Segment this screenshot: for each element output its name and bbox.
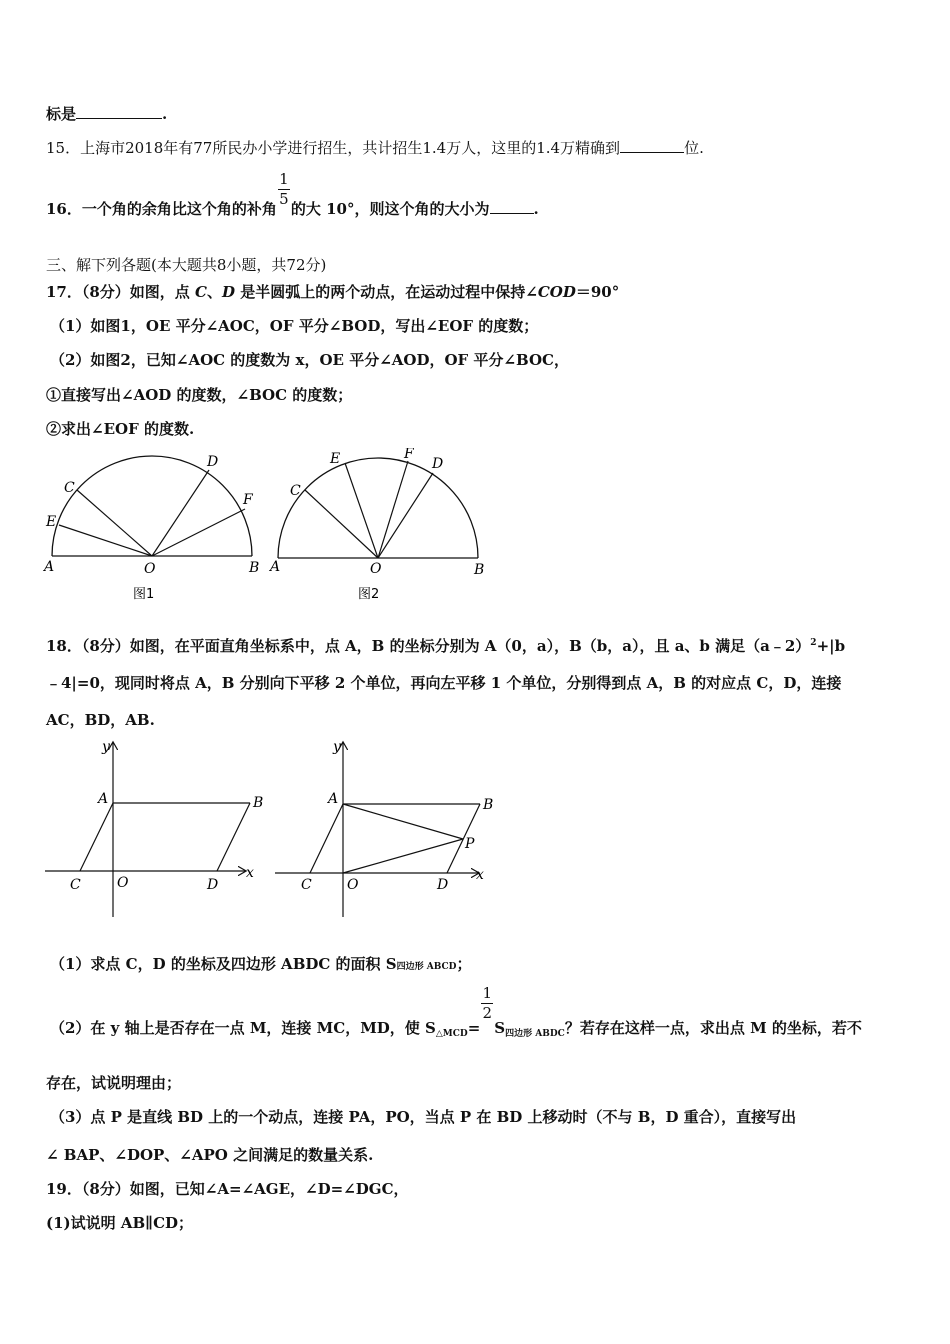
label-d: D — [432, 456, 444, 472]
q17-figures — [40, 448, 500, 608]
question-18-part-3-cont: ∠ BAP、∠DOP、∠APO 之间满足的数量关系. — [46, 1146, 374, 1164]
label-b: B — [253, 795, 264, 811]
label-d: D — [207, 877, 219, 893]
label-c: C — [290, 483, 301, 499]
answer-blank[interactable] — [620, 138, 684, 153]
segment-ap — [343, 804, 463, 839]
fraction-one-half: $\frac{1}{2}$ — [482, 984, 493, 1022]
caption-figure-2: 图2 — [358, 587, 380, 602]
q18-figure-1 — [45, 739, 263, 917]
q17-figure-1 — [42, 454, 259, 602]
semicircle-arc — [52, 456, 252, 556]
segment-ac — [80, 803, 113, 871]
segment-ac — [310, 804, 343, 873]
segment-of — [378, 461, 408, 558]
label-a: A — [328, 791, 339, 807]
question-18-part-2-cont: 存在，试说明理由； — [46, 1074, 182, 1092]
label-d: D — [437, 877, 449, 893]
question-18-line-2: ﹣4|=0，现同时将点 A，B 分别向下平移 2 个单位，再向左平移 1 个单位，分别得到点 A，B 的对应点 C，D，连接 — [46, 674, 842, 692]
segment-oc — [77, 490, 152, 556]
segment-oc — [305, 490, 378, 558]
label-f: F — [404, 448, 414, 462]
label-o: O — [347, 877, 359, 893]
q18-figure-2 — [275, 739, 493, 917]
question-18-part-3: （3）点 P 是直线 BD 上的一个动点，连接 PA，PO，当点 P 在 BD 上移动时（不与 B，D 重合），直接写出 — [50, 1108, 797, 1126]
question-17-part-2-1: ①直接写出∠AOD 的度数，∠BOC 的度数； — [46, 386, 353, 404]
label-x: x — [476, 867, 484, 883]
segment-oe — [345, 463, 378, 558]
label-o: O — [144, 561, 156, 577]
q18-figures — [40, 735, 510, 925]
label-a: A — [270, 559, 281, 575]
question-16: 16．一个角的余角比这个角的补角 $\frac{1}{5}$ 的大 10°，则这个角的大小为 . — [46, 170, 539, 218]
label-a: A — [98, 791, 109, 807]
label-y: y — [102, 739, 110, 755]
label-c: C — [64, 480, 75, 496]
segment-od — [152, 470, 209, 556]
label-c: C — [301, 877, 312, 893]
answer-blank[interactable] — [76, 104, 162, 119]
question-19-stem: 19．（8分）如图，已知∠A=∠AGE，∠D=∠DGC， — [46, 1180, 409, 1198]
segment-bd — [217, 803, 250, 871]
section-3-title: 三、解下列各题(本大题共8小题，共72分) — [46, 256, 327, 274]
question-17-part-2-2: ②求出∠EOF 的度数. — [46, 420, 195, 438]
label-x: x — [246, 865, 254, 881]
label-o: O — [370, 561, 382, 577]
label-b: B — [483, 797, 494, 813]
segment-of — [152, 509, 245, 556]
label-d: D — [207, 454, 219, 470]
label-y: y — [333, 739, 341, 755]
caption-figure-1: 图1 — [133, 587, 155, 602]
question-18-part-2: （2）在 y 轴上是否存在一点 M，连接 MC，MD，使 $S_{\triangle MCD}=$ $\frac{1}{2}$ $S_{四边形 ABDC}$？若存在这样一点，求出点 M 的坐标，若不 — [50, 984, 862, 1039]
label-o: O — [117, 875, 129, 891]
label-p: P — [465, 836, 475, 852]
q14-tail: 标是 . — [46, 105, 168, 123]
label-c: C — [70, 877, 81, 893]
question-17-stem: 17．（8分）如图，点 C、D 是半圆弧上的两个动点，在运动过程中保持∠COD＝90° — [46, 283, 620, 301]
answer-blank[interactable] — [490, 199, 534, 214]
q17-figure-2 — [268, 448, 484, 602]
segment-op — [343, 839, 463, 873]
label-a: A — [44, 559, 55, 575]
question-17-part-1: （1）如图1，OE 平分∠AOC，OF 平分∠BOD，写出∠EOF 的度数； — [50, 317, 539, 335]
label-e: E — [330, 451, 341, 467]
fraction-one-fifth: $\frac{1}{5}$ — [279, 170, 289, 208]
label-b: B — [474, 562, 485, 578]
semicircle-arc — [278, 458, 478, 558]
label-b: B — [249, 560, 260, 576]
label-e: E — [46, 514, 57, 530]
label-f: F — [243, 492, 253, 508]
question-18-line-1: 18．（8分）如图，在平面直角坐标系中，点 A，B 的坐标分别为 A（0，a），B（b，a），且 a、b 满足（a﹣2）$^2$+|b — [46, 637, 846, 655]
question-18-line-3: AC，BD，AB. — [46, 711, 155, 729]
question-15: 15．上海市2018年有77所民办小学进行招生，共计招生1.4万人，这里的1.4万精确到 位. — [46, 139, 704, 157]
question-19-part-1: (1)试说明 AB∥CD； — [46, 1214, 194, 1232]
question-18-part-1: （1）求点 C，D 的坐标及四边形 ABDC 的面积 S四边形 ABCD； — [50, 955, 472, 973]
question-17-part-2: （2）如图2，已知∠AOC 的度数为 x，OE 平分∠AOD，OF 平分∠BOC， — [50, 351, 569, 369]
segment-bd — [447, 804, 480, 873]
segment-oe — [59, 525, 152, 556]
segment-od — [378, 473, 433, 558]
